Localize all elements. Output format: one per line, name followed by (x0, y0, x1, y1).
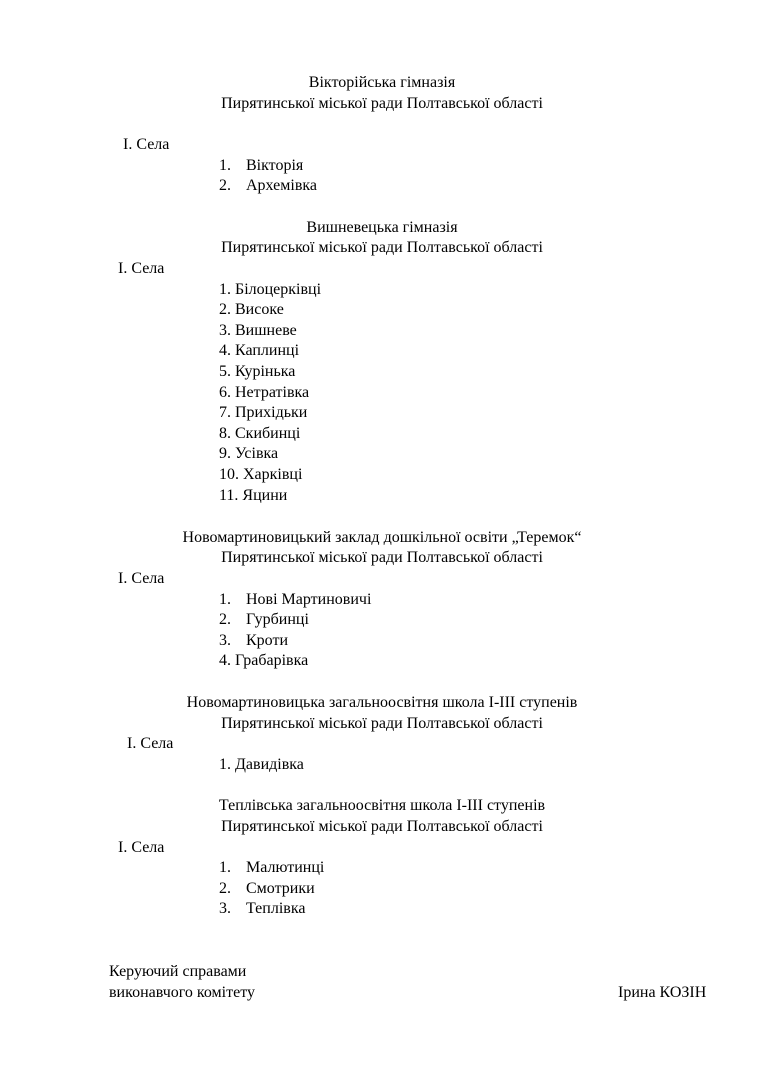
list-item-number: 2. (219, 177, 231, 194)
list-item-number: 3. (219, 900, 231, 917)
section-2-category: I. Села (118, 260, 165, 277)
list-item-name: Кроти (246, 632, 289, 649)
list-item (219, 631, 288, 651)
list-item-number: 3. (219, 632, 231, 649)
list-item: 4. Грабарівка (219, 652, 309, 669)
list-item: 9. Усівка (219, 445, 279, 462)
section-3-title: Новомартиновицький заклад дошкільної освіти „Теремок“ (182, 529, 582, 546)
list-item (219, 176, 317, 196)
list-item-number: 2. (219, 880, 231, 897)
list-item-name: Теплівка (246, 900, 306, 917)
list-item-name: Нові Мартиновичі (246, 591, 372, 608)
list-item (219, 590, 371, 610)
list-item: 7. Прихідьки (219, 404, 308, 421)
section-2-title: Вишневецька гімназія (306, 219, 458, 236)
section-4-title: Новомартиновицька загальноосвітня школа І-ІІІ ступенів (186, 694, 578, 711)
list-item-number: 1. (219, 859, 231, 876)
list-item-name: Малютинці (246, 859, 325, 876)
signature-position-line2: виконавчого комітету (109, 984, 255, 1001)
section-5-title: Теплівська загальноосвітня школа І-ІІІ ступенів (218, 797, 546, 814)
section-1-category: I. Села (123, 136, 170, 153)
list-item-name: Вікторія (246, 157, 304, 174)
list-item-number: 1. (219, 157, 231, 174)
list-item-number: 1. (219, 591, 231, 608)
list-item: 5. Курінька (219, 363, 296, 380)
section-5-category: I. Села (118, 839, 165, 856)
list-item-name: Гурбинці (246, 611, 309, 628)
list-item (219, 858, 324, 878)
signature-position-line1: Керуючий справами (109, 963, 247, 980)
section-1-subtitle: Пирятинської міської ради Полтавської області (221, 95, 543, 112)
list-item: 6. Нетратівка (219, 384, 310, 401)
list-item (219, 899, 305, 919)
section-1-title: Вікторійська гімназія (308, 74, 456, 91)
list-item: 8. Скибинці (219, 425, 301, 442)
list-item: 3. Вишневе (219, 322, 297, 339)
section-2-subtitle: Пирятинської міської ради Полтавської області (221, 239, 543, 256)
list-item: 10. Харківці (219, 466, 303, 483)
list-item-number: 2. (219, 611, 231, 628)
list-item: 1. Білоцерківці (219, 281, 322, 298)
list-item-name: Смотрики (246, 880, 315, 897)
signature-name: Ірина КОЗІН (618, 984, 707, 1001)
list-item: 11. Яцини (219, 487, 288, 504)
list-item: 4. Каплинці (219, 342, 300, 359)
section-4-category: I. Села (127, 735, 174, 752)
section-4-subtitle: Пирятинської міської ради Полтавської області (221, 715, 543, 732)
list-item-name: Архемівка (246, 177, 318, 194)
list-item (219, 610, 309, 630)
list-item (219, 156, 303, 176)
list-item: 1. Давидівка (219, 756, 304, 773)
list-item (219, 879, 315, 899)
list-item: 2. Високе (219, 301, 284, 318)
section-3-category: I. Села (118, 570, 165, 587)
section-3-subtitle: Пирятинської міської ради Полтавської області (221, 549, 543, 566)
section-5-subtitle: Пирятинської міської ради Полтавської області (221, 818, 543, 835)
